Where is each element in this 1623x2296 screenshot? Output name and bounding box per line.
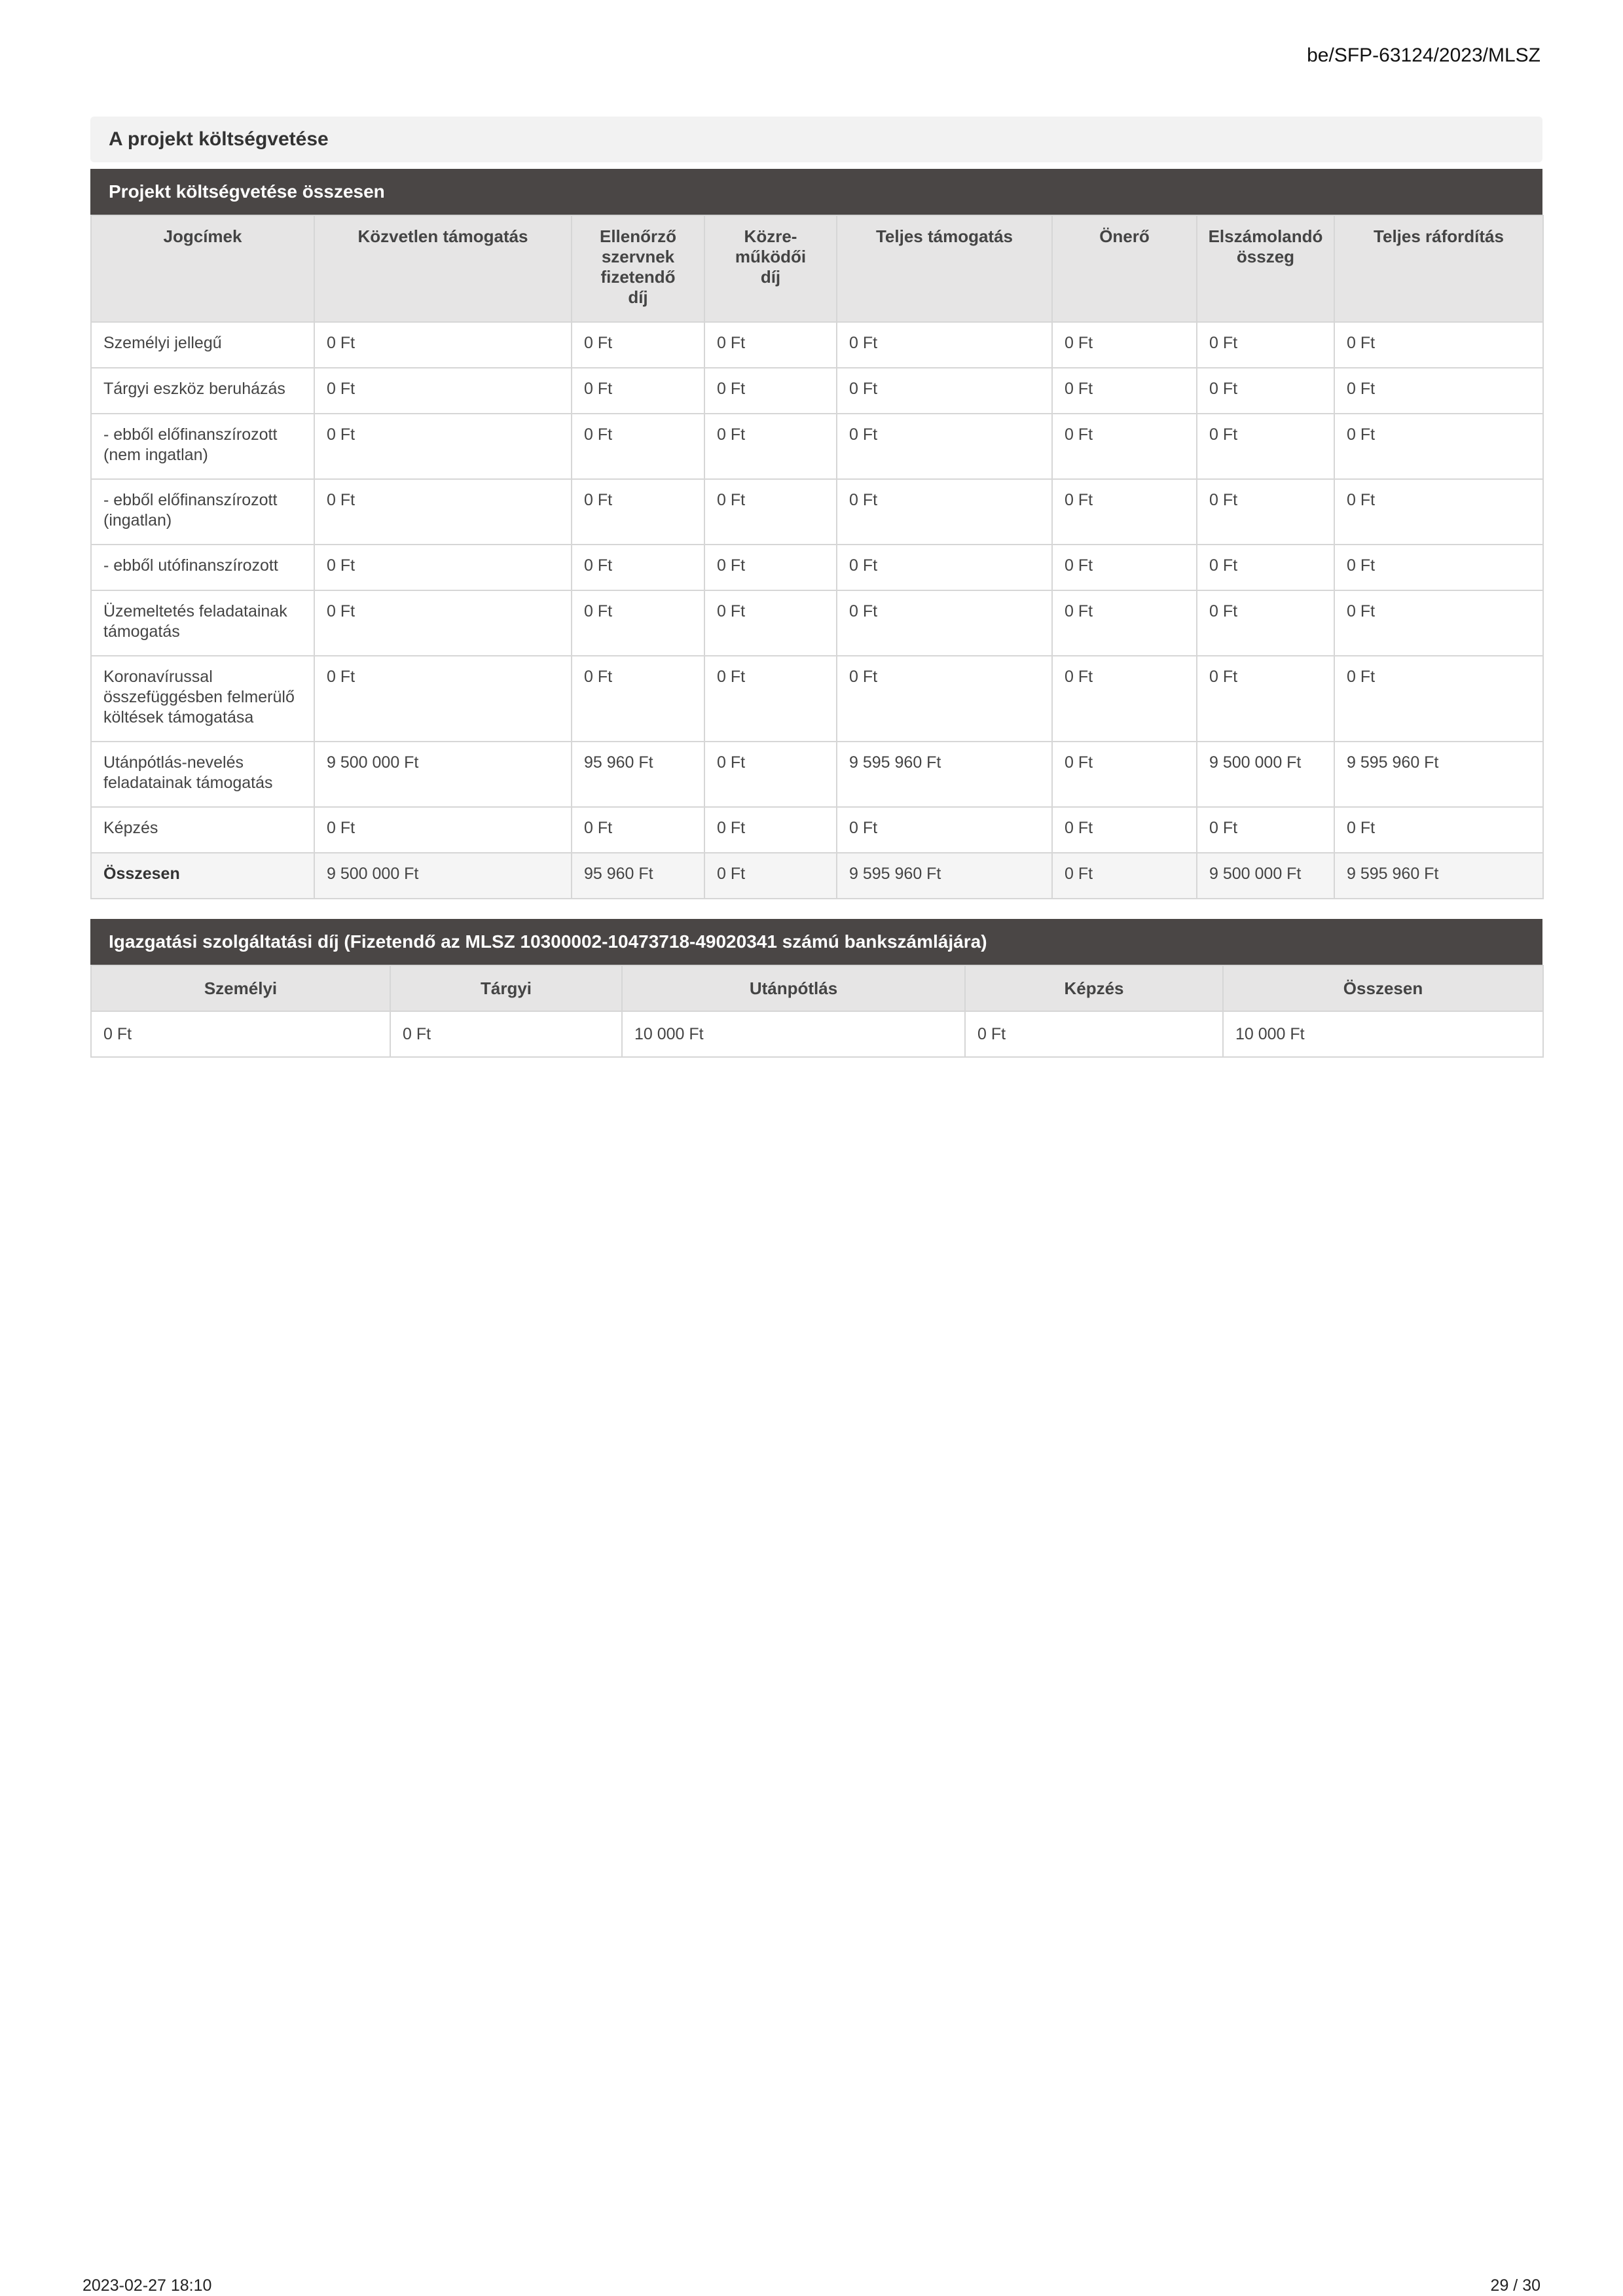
- table-cell: 0 Ft: [572, 807, 704, 853]
- table-cell: 0 Ft: [704, 414, 837, 479]
- table-cell: 0 Ft: [572, 590, 704, 656]
- table-cell: 95 960 Ft: [572, 853, 704, 899]
- row-label: Képzés: [91, 807, 314, 853]
- table-cell: 0 Ft: [1197, 414, 1334, 479]
- table-cell: 0 Ft: [91, 1011, 390, 1057]
- table-cell: 0 Ft: [1334, 545, 1543, 590]
- fee-panel-title: Igazgatási szolgáltatási díj (Fizetendő az MLSZ 10300002-10473718-49020341 számú bankszámlájára): [90, 919, 1542, 965]
- fee-panel: [90, 919, 1542, 1058]
- table-cell: 0 Ft: [837, 479, 1052, 545]
- table-cell: 0 Ft: [704, 545, 837, 590]
- column-header: Utánpótlás: [622, 965, 965, 1011]
- table-cell: 0 Ft: [837, 807, 1052, 853]
- table-cell: 9 595 960 Ft: [1334, 742, 1543, 807]
- table-cell: 0 Ft: [704, 368, 837, 414]
- budget-header-row: [91, 215, 1543, 322]
- column-header: Teljes ráfordítás: [1334, 215, 1543, 322]
- table-cell: 0 Ft: [1334, 590, 1543, 656]
- footer-date: 2023-02-27 18:10: [82, 2276, 212, 2295]
- table-row: [91, 479, 1543, 545]
- table-cell: 0 Ft: [704, 656, 837, 742]
- budget-panel: [90, 169, 1542, 899]
- budget-table: [90, 215, 1544, 899]
- column-header: Közvetlen támogatás: [314, 215, 572, 322]
- row-label: Üzemeltetés feladatainak támogatás: [91, 590, 314, 656]
- row-label: Tárgyi eszköz beruházás: [91, 368, 314, 414]
- table-cell: 9 500 000 Ft: [314, 853, 572, 899]
- table-cell: 9 500 000 Ft: [1197, 742, 1334, 807]
- table-row: [91, 368, 1543, 414]
- table-cell: 0 Ft: [837, 656, 1052, 742]
- table-cell: 0 Ft: [704, 479, 837, 545]
- table-row: [91, 590, 1543, 656]
- table-cell: 0 Ft: [1052, 322, 1197, 368]
- table-cell: 0 Ft: [1052, 742, 1197, 807]
- table-cell: 10 000 Ft: [622, 1011, 965, 1057]
- table-cell: 0 Ft: [1052, 414, 1197, 479]
- table-cell: 0 Ft: [572, 368, 704, 414]
- table-cell: 0 Ft: [837, 414, 1052, 479]
- table-cell: 9 500 000 Ft: [1197, 853, 1334, 899]
- column-header: Tárgyi: [390, 965, 622, 1011]
- column-header: Képzés: [965, 965, 1223, 1011]
- fee-value-row: [91, 1011, 1543, 1057]
- table-cell: 0 Ft: [1197, 656, 1334, 742]
- table-cell: 0 Ft: [1197, 479, 1334, 545]
- table-cell: 0 Ft: [1334, 656, 1543, 742]
- table-cell: 0 Ft: [1197, 322, 1334, 368]
- table-row: [91, 807, 1543, 853]
- footer-page-number: 29 / 30: [1490, 2276, 1541, 2295]
- total-row: [91, 853, 1543, 899]
- table-cell: 0 Ft: [837, 545, 1052, 590]
- table-cell: 0 Ft: [704, 322, 837, 368]
- table-cell: 0 Ft: [1052, 853, 1197, 899]
- table-cell: 0 Ft: [572, 322, 704, 368]
- table-cell: 0 Ft: [704, 742, 837, 807]
- table-cell: 0 Ft: [572, 479, 704, 545]
- table-cell: 9 595 960 Ft: [1334, 853, 1543, 899]
- row-label: Személyi jellegű: [91, 322, 314, 368]
- column-header: Elszámolandó összeg: [1197, 215, 1334, 322]
- table-cell: 0 Ft: [572, 414, 704, 479]
- fee-table: [90, 965, 1544, 1058]
- column-header: Közre-működői díj: [704, 215, 837, 322]
- section-title: A projekt költségvetése: [90, 117, 1542, 162]
- table-cell: 9 595 960 Ft: [837, 742, 1052, 807]
- table-row: [91, 656, 1543, 742]
- table-cell: 95 960 Ft: [572, 742, 704, 807]
- table-cell: 0 Ft: [314, 807, 572, 853]
- budget-panel-title: Projekt költségvetése összesen: [90, 169, 1542, 215]
- table-cell: 0 Ft: [704, 807, 837, 853]
- table-cell: 0 Ft: [1334, 368, 1543, 414]
- table-cell: 10 000 Ft: [1223, 1011, 1543, 1057]
- table-cell: 9 595 960 Ft: [837, 853, 1052, 899]
- table-cell: 0 Ft: [1052, 807, 1197, 853]
- table-row: [91, 322, 1543, 368]
- table-cell: 0 Ft: [837, 322, 1052, 368]
- row-label: Összesen: [91, 853, 314, 899]
- column-header: Összesen: [1223, 965, 1543, 1011]
- table-cell: 0 Ft: [837, 368, 1052, 414]
- table-cell: 0 Ft: [314, 656, 572, 742]
- table-cell: 0 Ft: [314, 322, 572, 368]
- table-cell: 0 Ft: [965, 1011, 1223, 1057]
- table-cell: 0 Ft: [1334, 322, 1543, 368]
- column-header: Jogcímek: [91, 215, 314, 322]
- table-row: [91, 545, 1543, 590]
- table-cell: 0 Ft: [314, 479, 572, 545]
- row-label: - ebből előfinanszírozott (nem ingatlan): [91, 414, 314, 479]
- column-header: Személyi: [91, 965, 390, 1011]
- table-cell: 0 Ft: [572, 656, 704, 742]
- table-cell: 0 Ft: [1052, 590, 1197, 656]
- table-cell: 0 Ft: [1052, 545, 1197, 590]
- table-cell: 0 Ft: [572, 545, 704, 590]
- table-cell: 0 Ft: [837, 590, 1052, 656]
- column-header: Teljes támogatás: [837, 215, 1052, 322]
- table-cell: 0 Ft: [704, 590, 837, 656]
- table-cell: 0 Ft: [1052, 656, 1197, 742]
- table-cell: 0 Ft: [1197, 807, 1334, 853]
- row-label: Koronavírussal összefüggésben felmerülő költések támogatása: [91, 656, 314, 742]
- table-cell: 0 Ft: [1052, 368, 1197, 414]
- table-cell: 0 Ft: [390, 1011, 622, 1057]
- table-row: [91, 742, 1543, 807]
- table-cell: 0 Ft: [1197, 545, 1334, 590]
- fee-header-row: [91, 965, 1543, 1011]
- column-header: Ellenőrző szervnek fizetendő díj: [572, 215, 704, 322]
- table-row: [91, 414, 1543, 479]
- column-header: Önerő: [1052, 215, 1197, 322]
- table-cell: 0 Ft: [1052, 479, 1197, 545]
- table-cell: 0 Ft: [314, 590, 572, 656]
- row-label: - ebből utófinanszírozott: [91, 545, 314, 590]
- table-cell: 0 Ft: [1334, 414, 1543, 479]
- table-cell: 0 Ft: [1197, 590, 1334, 656]
- row-label: - ebből előfinanszírozott (ingatlan): [91, 479, 314, 545]
- table-cell: 0 Ft: [1197, 368, 1334, 414]
- table-cell: 0 Ft: [1334, 807, 1543, 853]
- table-cell: 0 Ft: [314, 414, 572, 479]
- row-label: Utánpótlás-nevelés feladatainak támogatás: [91, 742, 314, 807]
- table-cell: 0 Ft: [314, 368, 572, 414]
- table-cell: 0 Ft: [314, 545, 572, 590]
- table-cell: 0 Ft: [704, 853, 837, 899]
- table-cell: 0 Ft: [1334, 479, 1543, 545]
- table-cell: 9 500 000 Ft: [314, 742, 572, 807]
- document-reference: be/SFP-63124/2023/MLSZ: [1307, 45, 1541, 66]
